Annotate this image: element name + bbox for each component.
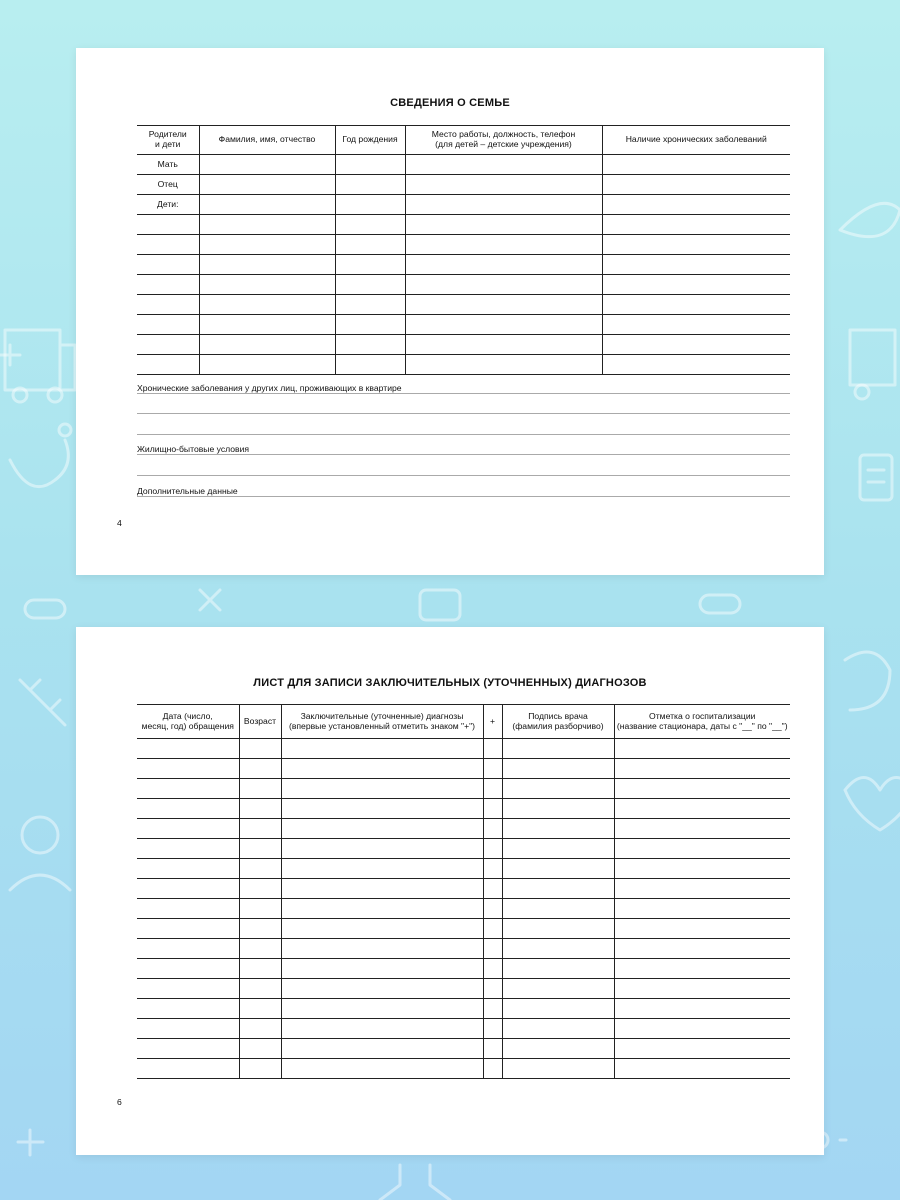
table-row — [137, 959, 790, 979]
table-row — [137, 999, 790, 1019]
entry-cell[interactable] — [137, 939, 239, 959]
page-number: 4 — [117, 518, 122, 528]
table-row — [137, 195, 790, 215]
entry-cell[interactable] — [614, 959, 790, 979]
entry-cell[interactable] — [483, 1059, 502, 1079]
col-hospitalization — [614, 705, 790, 739]
entry-cell[interactable] — [281, 979, 483, 999]
entry-cell[interactable] — [281, 799, 483, 819]
flask-icon — [380, 1165, 450, 1200]
entry-cell[interactable] — [335, 335, 405, 355]
entry-cell[interactable] — [137, 819, 239, 839]
table-row — [137, 879, 790, 899]
field-label: Жилищно-бытовые условия — [137, 444, 250, 455]
entry-cell[interactable] — [502, 799, 614, 819]
entry-cell[interactable] — [614, 919, 790, 939]
entry-cell[interactable] — [239, 919, 281, 939]
entry-cell[interactable] — [614, 999, 790, 1019]
note-line[interactable] — [137, 418, 790, 439]
entry-cell[interactable] — [405, 315, 602, 335]
header-label: Фамилия, имя, отчество — [218, 134, 316, 145]
entry-cell[interactable] — [281, 879, 483, 899]
ambulance-icon-2 — [850, 330, 895, 399]
diagnosis-table — [137, 704, 790, 1079]
entry-cell[interactable] — [239, 959, 281, 979]
entry-cell[interactable] — [199, 235, 335, 255]
entry-cell[interactable] — [483, 839, 502, 859]
ambulance-icon — [5, 330, 75, 402]
underline — [137, 393, 790, 394]
family-notes-lines — [137, 377, 790, 501]
row-label-cell — [137, 275, 199, 295]
entry-cell[interactable] — [281, 759, 483, 779]
entry-cell[interactable] — [137, 1019, 239, 1039]
entry-cell[interactable] — [483, 879, 502, 899]
note-line[interactable] — [137, 377, 790, 398]
entry-cell[interactable] — [405, 295, 602, 315]
table-row — [137, 295, 790, 315]
entry-cell[interactable] — [483, 739, 502, 759]
entry-cell[interactable] — [239, 739, 281, 759]
cross-icon-3 — [200, 590, 220, 610]
entry-cell[interactable] — [199, 355, 335, 375]
table-row — [137, 779, 790, 799]
entry-cell[interactable] — [239, 859, 281, 879]
entry-cell[interactable] — [614, 759, 790, 779]
table-row — [137, 799, 790, 819]
entry-cell[interactable] — [281, 739, 483, 759]
entry-cell[interactable] — [502, 1059, 614, 1079]
entry-cell[interactable] — [239, 839, 281, 859]
entry-cell[interactable] — [239, 939, 281, 959]
col-diagnoses — [281, 705, 483, 739]
stethoscope-icon — [10, 424, 71, 487]
entry-cell[interactable] — [405, 235, 602, 255]
entry-cell[interactable] — [199, 215, 335, 235]
cross-icon — [0, 345, 20, 365]
entry-cell[interactable] — [199, 175, 335, 195]
capsule-icon — [700, 595, 740, 613]
entry-cell[interactable] — [239, 899, 281, 919]
entry-cell[interactable] — [614, 979, 790, 999]
entry-cell[interactable] — [483, 799, 502, 819]
entry-cell[interactable] — [614, 899, 790, 919]
table-row — [137, 355, 790, 375]
table-row — [137, 819, 790, 839]
entry-cell[interactable] — [405, 255, 602, 275]
header-label: + — [489, 715, 496, 726]
entry-cell[interactable] — [602, 275, 790, 295]
entry-cell[interactable] — [239, 779, 281, 799]
entry-cell[interactable] — [239, 759, 281, 779]
table-row — [137, 1039, 790, 1059]
entry-cell[interactable] — [335, 155, 405, 175]
entry-cell[interactable] — [281, 899, 483, 919]
entry-cell[interactable] — [199, 275, 335, 295]
entry-cell[interactable] — [483, 959, 502, 979]
table-row — [137, 919, 790, 939]
entry-cell[interactable] — [281, 839, 483, 859]
underline — [137, 413, 790, 414]
entry-cell[interactable] — [614, 879, 790, 899]
col-chronic-diseases — [602, 126, 790, 155]
field-label: Хронические заболевания у других лиц, проживающих в квартире — [137, 382, 402, 393]
entry-cell[interactable] — [137, 779, 239, 799]
entry-cell[interactable] — [614, 859, 790, 879]
entry-cell[interactable] — [483, 1019, 502, 1039]
entry-cell[interactable] — [502, 779, 614, 799]
entry-cell[interactable] — [335, 355, 405, 375]
header-label: Место работы, должность, телефон (для детей – детские учреждения) — [431, 129, 576, 149]
underline — [137, 434, 790, 435]
syringe-icon — [20, 680, 65, 725]
apple-icon — [845, 652, 890, 710]
note-line[interactable] — [137, 398, 790, 419]
entry-cell[interactable] — [335, 235, 405, 255]
col-doctor-signature — [502, 705, 614, 739]
entry-cell[interactable] — [239, 1039, 281, 1059]
entry-cell[interactable] — [335, 215, 405, 235]
family-sheet-title: СВЕДЕНИЯ О СЕМЬЕ — [390, 97, 510, 109]
header-label: Отметка о госпитализации (название стационара, даты с "__" по "__") — [616, 710, 788, 731]
entry-cell[interactable] — [335, 175, 405, 195]
col-date — [137, 705, 239, 739]
entry-cell[interactable] — [199, 295, 335, 315]
row-label-cell — [137, 235, 199, 255]
table-row — [137, 899, 790, 919]
entry-cell[interactable] — [483, 779, 502, 799]
entry-cell[interactable] — [281, 959, 483, 979]
row-label-cell — [137, 255, 199, 275]
underline — [137, 496, 790, 497]
entry-cell[interactable] — [137, 759, 239, 779]
entry-cell[interactable] — [137, 999, 239, 1019]
col-birth-year — [335, 126, 405, 155]
entry-cell[interactable] — [335, 195, 405, 215]
entry-cell[interactable] — [335, 255, 405, 275]
entry-cell[interactable] — [199, 315, 335, 335]
table-row — [137, 1059, 790, 1079]
entry-cell[interactable] — [137, 799, 239, 819]
note-line[interactable] — [137, 439, 790, 460]
entry-cell[interactable] — [602, 175, 790, 195]
table-row — [137, 315, 790, 335]
row-label-cell — [137, 215, 199, 235]
heart-icon — [845, 778, 900, 831]
underline — [137, 454, 790, 455]
table-row — [137, 1019, 790, 1039]
entry-cell[interactable] — [502, 999, 614, 1019]
entry-cell[interactable] — [602, 195, 790, 215]
table-row — [137, 175, 790, 195]
table-row — [137, 759, 790, 779]
table-row — [137, 235, 790, 255]
entry-cell[interactable] — [405, 175, 602, 195]
entry-cell[interactable] — [335, 315, 405, 335]
header-label: Подпись врача (фамилия разборчиво) — [512, 710, 604, 731]
entry-cell[interactable] — [614, 1039, 790, 1059]
entry-cell[interactable] — [502, 959, 614, 979]
table-row — [137, 335, 790, 355]
entry-cell[interactable] — [239, 999, 281, 1019]
table-row — [137, 859, 790, 879]
header-label: Наличие хронических заболеваний — [625, 134, 767, 145]
entry-cell[interactable] — [483, 819, 502, 839]
entry-cell[interactable] — [502, 739, 614, 759]
entry-cell[interactable] — [502, 899, 614, 919]
entry-cell[interactable] — [483, 759, 502, 779]
entry-cell[interactable] — [281, 859, 483, 879]
entry-cell[interactable] — [502, 979, 614, 999]
col-workplace — [405, 126, 602, 155]
col-age — [239, 705, 281, 739]
entry-cell[interactable] — [483, 919, 502, 939]
row-label-cell: Мать — [137, 155, 199, 175]
entry-cell[interactable] — [239, 819, 281, 839]
row-label-cell — [137, 355, 199, 375]
underline — [137, 475, 790, 476]
entry-cell[interactable] — [502, 759, 614, 779]
entry-cell[interactable] — [335, 275, 405, 295]
entry-cell[interactable] — [239, 979, 281, 999]
entry-cell[interactable] — [614, 799, 790, 819]
page-number: 6 — [117, 1097, 122, 1107]
entry-cell[interactable] — [239, 1019, 281, 1039]
entry-cell[interactable] — [602, 335, 790, 355]
header-label: Возраст — [243, 715, 277, 726]
entry-cell[interactable] — [281, 1059, 483, 1079]
note-line[interactable] — [137, 480, 790, 501]
field-label: Дополнительные данные — [137, 485, 238, 496]
entry-cell[interactable] — [614, 1059, 790, 1079]
entry-cell[interactable] — [405, 195, 602, 215]
diagnosis-sheet — [76, 627, 824, 1155]
table-row — [137, 155, 790, 175]
entry-cell[interactable] — [281, 1039, 483, 1059]
entry-cell[interactable] — [483, 979, 502, 999]
family-table — [137, 125, 790, 375]
leaf-icon — [840, 203, 900, 236]
entry-cell[interactable] — [614, 739, 790, 759]
entry-cell[interactable] — [137, 879, 239, 899]
bottle-icon — [420, 590, 460, 620]
entry-cell[interactable] — [281, 939, 483, 959]
pill-icon — [25, 600, 65, 618]
entry-cell[interactable] — [502, 1039, 614, 1059]
entry-cell[interactable] — [137, 1039, 239, 1059]
entry-cell[interactable] — [502, 859, 614, 879]
row-label-cell — [137, 295, 199, 315]
table-row — [137, 275, 790, 295]
entry-cell[interactable] — [602, 355, 790, 375]
entry-cell[interactable] — [199, 155, 335, 175]
entry-cell[interactable] — [405, 275, 602, 295]
col-full-name — [199, 126, 335, 155]
cross-icon-2 — [18, 1130, 43, 1155]
header-label: Родители и дети — [148, 129, 187, 149]
header-label: Год рождения — [342, 134, 398, 145]
entry-cell[interactable] — [239, 879, 281, 899]
entry-cell[interactable] — [137, 739, 239, 759]
entry-cell[interactable] — [602, 255, 790, 275]
table-row — [137, 939, 790, 959]
entry-cell[interactable] — [614, 819, 790, 839]
entry-cell[interactable] — [199, 255, 335, 275]
entry-cell[interactable] — [281, 1019, 483, 1039]
table-row — [137, 739, 790, 759]
entry-cell[interactable] — [502, 939, 614, 959]
entry-cell[interactable] — [602, 155, 790, 175]
entry-cell[interactable] — [137, 919, 239, 939]
entry-cell[interactable] — [483, 939, 502, 959]
entry-cell[interactable] — [137, 979, 239, 999]
entry-cell[interactable] — [602, 235, 790, 255]
entry-cell[interactable] — [602, 295, 790, 315]
row-label-cell — [137, 315, 199, 335]
entry-cell[interactable] — [405, 215, 602, 235]
entry-cell[interactable] — [502, 919, 614, 939]
doctor-icon — [10, 817, 70, 890]
row-label-cell: Дети: — [137, 195, 199, 215]
entry-cell[interactable] — [281, 999, 483, 1019]
entry-cell[interactable] — [281, 919, 483, 939]
family-info-sheet — [76, 48, 824, 575]
entry-cell[interactable] — [502, 839, 614, 859]
col-parents-children — [137, 126, 199, 155]
entry-cell[interactable] — [281, 819, 483, 839]
entry-cell[interactable] — [483, 859, 502, 879]
entry-cell[interactable] — [239, 1059, 281, 1079]
entry-cell[interactable] — [602, 215, 790, 235]
entry-cell[interactable] — [199, 195, 335, 215]
entry-cell[interactable] — [405, 355, 602, 375]
note-line[interactable] — [137, 459, 790, 480]
entry-cell[interactable] — [199, 335, 335, 355]
header-label: Заключительные (уточненные) диагнозы (впервые установленный отметить знаком "+") — [288, 710, 476, 731]
entry-cell[interactable] — [602, 315, 790, 335]
entry-cell[interactable] — [137, 859, 239, 879]
entry-cell[interactable] — [335, 295, 405, 315]
diagnosis-sheet-title: ЛИСТ ДЛЯ ЗАПИСИ ЗАКЛЮЧИТЕЛЬНЫХ (УТОЧНЕННЫХ) ДИАГНОЗОВ — [253, 677, 647, 689]
col-plus — [483, 705, 502, 739]
entry-cell[interactable] — [137, 959, 239, 979]
table-row — [137, 255, 790, 275]
header-label: Дата (число, месяц, год) обращения — [141, 710, 234, 731]
entry-cell[interactable] — [137, 1059, 239, 1079]
row-label-cell: Отец — [137, 175, 199, 195]
entry-cell[interactable] — [405, 335, 602, 355]
table-row — [137, 979, 790, 999]
table-row — [137, 839, 790, 859]
entry-cell[interactable] — [281, 779, 483, 799]
entry-cell[interactable] — [502, 1019, 614, 1039]
entry-cell[interactable] — [614, 839, 790, 859]
entry-cell[interactable] — [614, 939, 790, 959]
row-label-cell — [137, 335, 199, 355]
clipboard-icon — [860, 455, 892, 500]
entry-cell[interactable] — [405, 155, 602, 175]
entry-cell[interactable] — [614, 779, 790, 799]
entry-cell[interactable] — [239, 799, 281, 819]
table-row — [137, 215, 790, 235]
entry-cell[interactable] — [483, 1039, 502, 1059]
entry-cell[interactable] — [483, 999, 502, 1019]
entry-cell[interactable] — [502, 819, 614, 839]
entry-cell[interactable] — [502, 879, 614, 899]
entry-cell[interactable] — [614, 1019, 790, 1039]
entry-cell[interactable] — [137, 899, 239, 919]
entry-cell[interactable] — [137, 839, 239, 859]
entry-cell[interactable] — [483, 899, 502, 919]
